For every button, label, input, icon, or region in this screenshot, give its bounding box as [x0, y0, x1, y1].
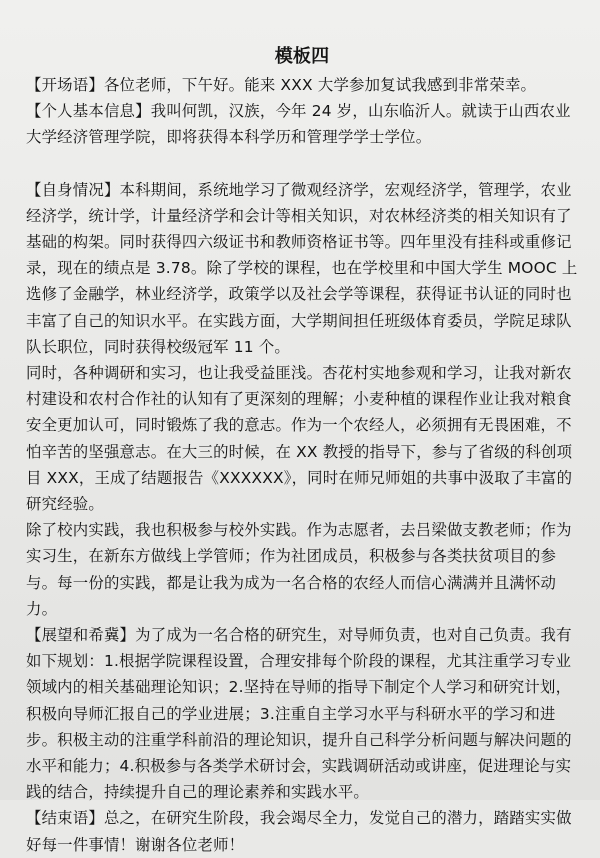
paragraph-self-situation: 【自身情况】本科期间，系统地学习了微观经济学，宏观经济学，管理学，农业经济学，统计学，计量经济学和会计等相关知识，对农林经济类的相关知识有了基础的构架。同时获得四六级证书和教师资格证书等。四年里没有挂科或重修记录，现在的绩点是 3.78。除了学校的课程，也在学校里和中国大学生 MOOC 上选修了金融学，林业经济学，政策学以及社会学等课程，获得证书认证的同时也丰富了自己的知识水平。在实践方面，大学期间担任班级体育委员，学院足球队队长职位，同时获得校级冠军 11 个。	[26, 180, 578, 356]
paragraph-gap	[26, 151, 578, 177]
paragraph-research-internship: 同时，各种调研和实习，也让我受益匪浅。杏花村实地参观和学习，让我对新农村建设和农村合作社的认知有了更深刻的理解；小麦种植的课程作业让我对粮食安全更加认可，同时锻炼了我的意志。作为一个农经人，必须拥有无畏困难，不怕辛苦的坚强意志。在大三的时候，在 XX 教授的指导下，参与了省级的科创项目 XXX，王成了结题报告《XXXXXX》，同时在师兄师姐的共事中汲取了丰富的研究经验。	[26, 364, 573, 514]
paragraph-personal-info: 【个人基本信息】我叫何凯，汉族，今年 24 岁，山东临沂人。就读于山西农业大学经济管理学院，即将获得本科学历和管理学学士学位。	[26, 102, 571, 147]
paragraph-opening: 【开场语】各位老师，下午好。能来 XXX 大学参加复试我感到非常荣幸。	[26, 76, 537, 94]
paragraph-outlook: 【展望和希冀】为了成为一名合格的研究生，对导师负责，也对自己负责。我有如下规划：1.根据学院课程设置，合理安排每个阶段的课程，尤其注重学习专业领域内的相关基础理论知识；2.坚持在导师的指导下制定个人学习和研究计划，积极向导师汇报自己的学业进展；3.注重自主学习水平与科研水平的学习和进步。积极主动的注重学科前沿的理论知识，提升自己科学分析问题与解决问题的水平和能力；4.积极参与各类学术研讨会，实践调研活动或讲座，促进理论与实践的结合，持续提升自己的理论素养和实践水平。	[26, 626, 572, 802]
paragraph-closing: 【结束语】总之，在研究生阶段，我会竭尽全力，发觉自己的潜力，踏踏实实做好每一件事情！谢谢各位老师！	[26, 809, 572, 854]
paragraph-external-practice: 除了校内实践，我也积极参与校外实践。作为志愿者，去吕梁做支教老师；作为实习生，在新东方做线上学管师；作为社团成员，积极参与各类扶贫项目的参与。每一份的实践，都是让我为成为一名合格的农经人而信心满满并且满怀动力。	[26, 521, 572, 618]
document-title: 模板四	[274, 46, 330, 67]
